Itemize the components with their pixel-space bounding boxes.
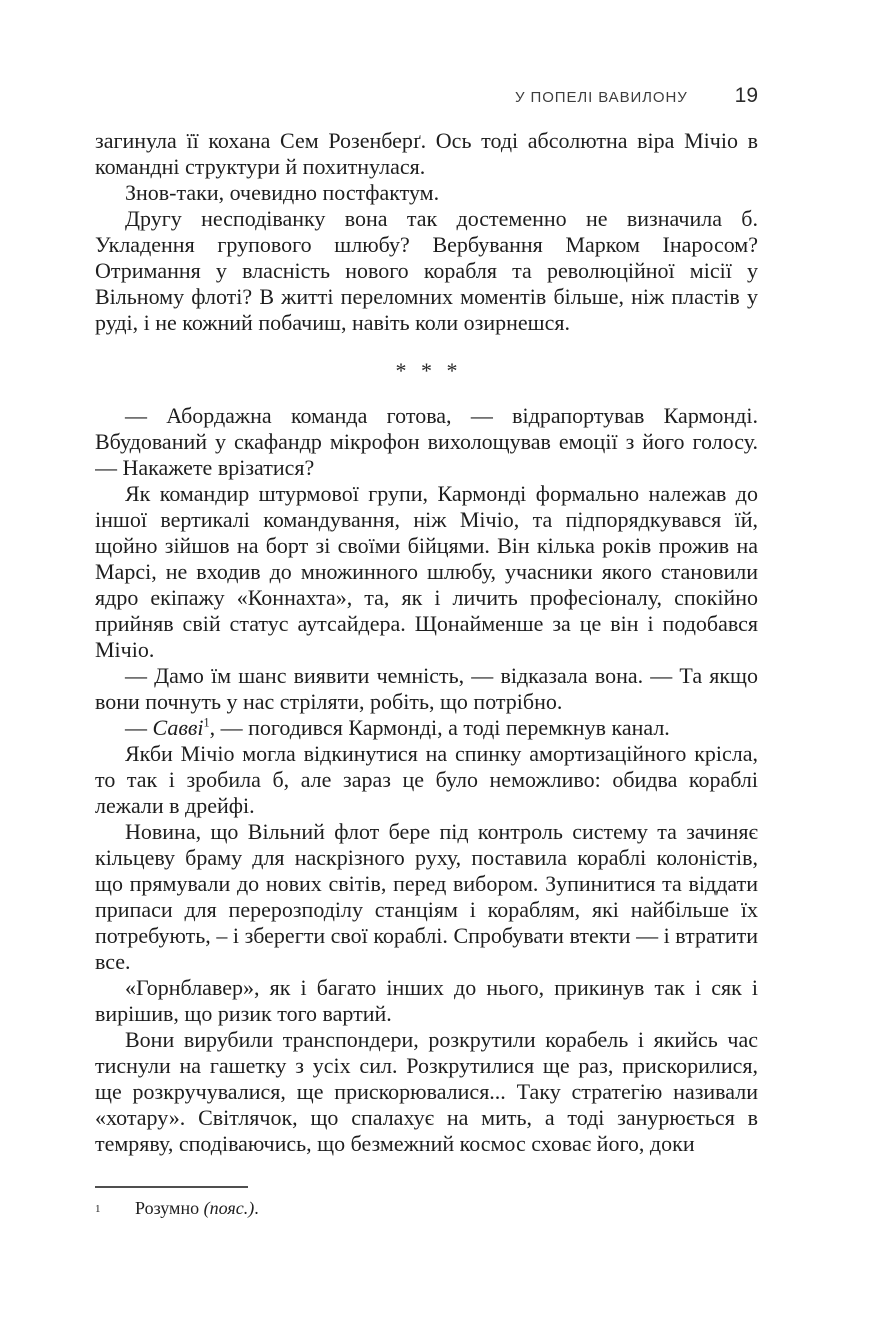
page-header	[95, 84, 758, 108]
footnote	[95, 1186, 758, 1220]
footnote-marker: 1	[95, 1203, 101, 1215]
running-title: У ПОПЕЛІ ВАВИЛОНУ	[515, 89, 688, 106]
paragraph: Знов-таки, очевидно постфактум.	[125, 180, 440, 205]
paragraph: загинула її кохана Сем Розенберґ. Ось тоді абсолютна віра Мічіо в командні структури й похитнулася.	[95, 128, 758, 179]
page-number: 19	[734, 84, 758, 107]
paragraph: Новина, що Вільний флот бере під контроль систему та зачиняє кільцеву браму для наскрізного руху, поставила кораблі колоністів, що прямували до нових світів, перед вибором. Зупинитися та віддати припаси для перерозподілу станціям і кораблям, які найбільше їх потребують, – і зберегти свої кораблі. Спробувати втекти — і втратити все.	[95, 819, 758, 974]
paragraph: Якби Мічіо могла відкинутися на спинку амортизаційного крісла, то так і зробила б, але зараз це було неможливо: обидва кораблі лежали в дрейфі.	[95, 741, 758, 818]
body-text	[95, 128, 758, 1184]
paragraph: — Дамо їм шанс виявити чемність, — відказала вона. — Та якщо вони почнуть у нас стріляти, робіть, що потрібно.	[95, 663, 758, 714]
paragraph: — Савві$^1$, — погодився Кармонді, а тоді перемкнув канал.	[125, 715, 670, 740]
paragraph: — Абордажна команда готова, — відрапортував Кармонді. Вбудований у скафандр мікрофон вихолощував емоції з його голосу. — Накажете врізатися?	[95, 403, 758, 480]
footnote-rule	[95, 1186, 248, 1188]
section-separator: * * *	[395, 358, 458, 383]
footnote-text: Розумно (пояс.).	[135, 1198, 259, 1218]
paragraph: «Горнблавер», як і багато інших до нього, прикинув так і сяк і вирішив, що ризик того вартий.	[95, 975, 758, 1026]
paragraph: Другу несподіванку вона так достеменно не визначила б. Укладення групового шлюбу? Вербування Марком Інаросом? Отримання у власність нового корабля та революційної місії у Вільному флоті? В житті переломних моментів більше, ніж пластів у руді, і не кожний побачиш, навіть коли озирнешся.	[95, 206, 758, 335]
footnote-line	[95, 1197, 758, 1220]
paragraph: Як командир штурмової групи, Кармонді формально належав до іншої вертикалі командування, ніж Мічіо, та підпорядкувався їй, щойно зійшов на борт зі своїми бійцями. Він кілька років прожив на Марсі, не входив до множинного шлюбу, учасники якого становили ядро екіпажу «Коннахта», та, як і личить професіоналу, спокійно прийняв свій статус аутсайдера. Щонайменше за це він і подобався Мічіо.	[95, 481, 758, 662]
paragraph: Вони вирубили транспондери, розкрутили корабель і якийсь час тиснули на гашетку з усіх сил. Розкрутилися ще раз, прискорилися, ще розкручувалися, ще прискорювалися... Таку стратегію називали «хотару». Світлячок, що спалахує на мить, а тоді занурюється в темряву, сподіваючись, що безмежний космос сховає його, доки	[95, 1027, 758, 1156]
